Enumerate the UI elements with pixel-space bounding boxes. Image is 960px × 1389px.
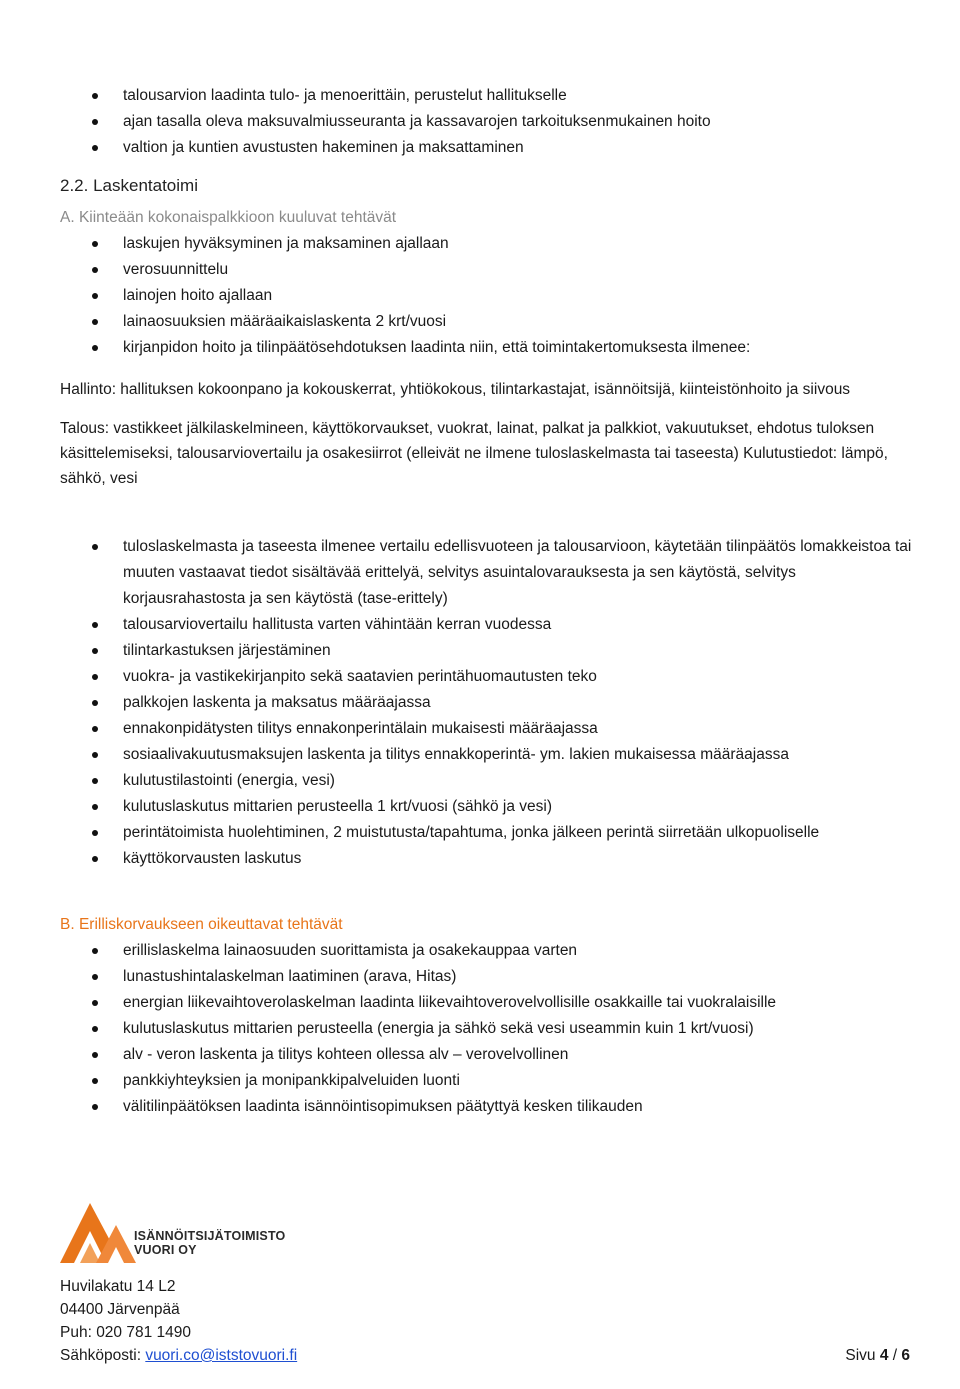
list-item: energian liikevaihtoverolaskelman laadinta liikevaihtoverovelvollisille osakkaille tai vuokralaisille — [60, 990, 920, 1016]
page-current: 4 — [879, 1347, 889, 1364]
email-link[interactable]: vuori.co@iststovuori.fi — [145, 1347, 298, 1364]
email-label: Sähköposti: — [60, 1347, 146, 1364]
list-item: perintätoimista huolehtiminen, 2 muistutusta/tapahtuma, jonka jälkeen perintä siirretään ulkopuoliselle — [60, 820, 920, 846]
list-item: vuokra- ja vastikekirjanpito sekä saatavien perintähuomautusten teko — [60, 664, 920, 690]
top-bullet-list — [60, 83, 920, 161]
list-item: kulutustilastointi (energia, vesi) — [60, 768, 920, 794]
list-item: alv - veron laskenta ja tilitys kohteen ollessa alv – verovelvollinen — [60, 1042, 920, 1068]
footer-email-row — [60, 1344, 910, 1367]
list-item: erillislaskelma lainaosuuden suorittamista ja osakekauppaa varten — [60, 938, 920, 964]
page-number — [845, 1344, 910, 1367]
list-item: kirjanpidon hoito ja tilinpäätösehdotuksen laadinta niin, että toimintakertomuksesta ilmenee: — [60, 335, 920, 361]
page-sep: / — [888, 1347, 902, 1364]
section-b — [60, 912, 920, 1120]
list-item: kulutuslaskutus mittarien perusteella 1 krt/vuosi (sähkö ja vesi) — [60, 794, 920, 820]
list-item: lainaosuuksien määräaikaislaskenta 2 krt/vuosi — [60, 309, 920, 335]
heading-b: B. Erilliskorvaukseen oikeuttavat tehtävät — [60, 916, 343, 933]
list-item: tilintarkastuksen järjestäminen — [60, 638, 920, 664]
list-item: kulutuslaskutus mittarien perusteella (energia ja sähkö sekä vesi useammin kuin 1 krt/vuosi) — [60, 1016, 920, 1042]
paragraph-hallinto: Hallinto: hallituksen kokoonpano ja kokouskerrat, yhtiökokous, tilintarkastajat, isännöitsijä, kiinteistönhoito ja siivous — [60, 381, 851, 398]
list-item: tuloslaskelmasta ja taseesta ilmenee vertailu edellisvuoteen ja talousarvioon, käytetään tilinpäätös lomakkeistoa tai muuten vastaavat tiedot sisältävää erittelyä, selvitys asuintalovarauksesta ja sen käytöstä, selvitys korjausrahastosta ja sen käytöstä (tase-erittely) — [60, 534, 920, 612]
paragraph-talous: Talous: vastikkeet jälkilaskelmineen, käyttökorvaukset, vuokrat, lainat, palkat ja palkkiot, vakuutukset, ehdotus tuloksen käsittelemiseksi, talousarviovertailu ja osakesiirrot (elleivät ne ilmene tuloslaskelmasta tai taseesta) Kulutustiedot: lämpö, sähkö, vesi — [60, 420, 888, 487]
logo-line-2: VUORI OY — [134, 1243, 197, 1257]
page-label: Sivu — [845, 1347, 880, 1364]
list-item: sosiaalivakuutusmaksujen laskenta ja tilitys ennakkoperintä- ym. lakien mukaisessa määräajassa — [60, 742, 920, 768]
list-item: välitilinpäätöksen laadinta isännöintisopimuksen päätyttyä kesken tilikauden — [60, 1094, 920, 1120]
logo-line-1: ISÄNNÖITSIJÄTOIMISTO — [134, 1229, 286, 1243]
list-item: käyttökorvausten laskutus — [60, 846, 920, 872]
paragraphs — [60, 377, 920, 491]
section-a — [60, 205, 920, 361]
page-total: 6 — [901, 1347, 910, 1364]
list-item: talousarvion laadinta tulo- ja menoerittäin, perustelut hallitukselle — [60, 83, 920, 109]
footer-postal: 04400 Järvenpää — [60, 1301, 180, 1318]
logo-text — [134, 1229, 285, 1257]
footer-address: Huvilakatu 14 L2 — [60, 1278, 176, 1295]
list-item: valtion ja kuntien avustusten hakeminen ja maksattaminen — [60, 135, 920, 161]
list-item: palkkojen laskenta ja maksatus määräajassa — [60, 690, 920, 716]
list-item: pankkiyhteyksien ja monipankkipalveluiden luonti — [60, 1068, 920, 1094]
section-heading: 2.2. Laskentatoimi — [60, 176, 198, 195]
list-item: laskujen hyväksyminen ja maksaminen ajallaan — [60, 231, 920, 257]
list-item: verosuunnittelu — [60, 257, 920, 283]
list-c — [60, 534, 920, 872]
list-item: ennakonpidätysten tilitys ennakonperintälain mukaisesti määräajassa — [60, 716, 920, 742]
footer-phone: Puh: 020 781 1490 — [60, 1324, 192, 1341]
list-a — [60, 231, 920, 361]
list-item: ajan tasalla oleva maksuvalmiusseuranta ja kassavarojen tarkoituksenmukainen hoito — [60, 109, 920, 135]
list-item: talousarviovertailu hallitusta varten vähintään kerran vuodessa — [60, 612, 920, 638]
heading-a: A. Kiinteään kokonaispalkkioon kuuluvat tehtävät — [60, 209, 397, 226]
list-item: lainojen hoito ajallaan — [60, 283, 920, 309]
footer — [60, 1275, 910, 1367]
list-item: lunastushintalaskelman laatiminen (arava, Hitas) — [60, 964, 920, 990]
list-b — [60, 938, 920, 1120]
